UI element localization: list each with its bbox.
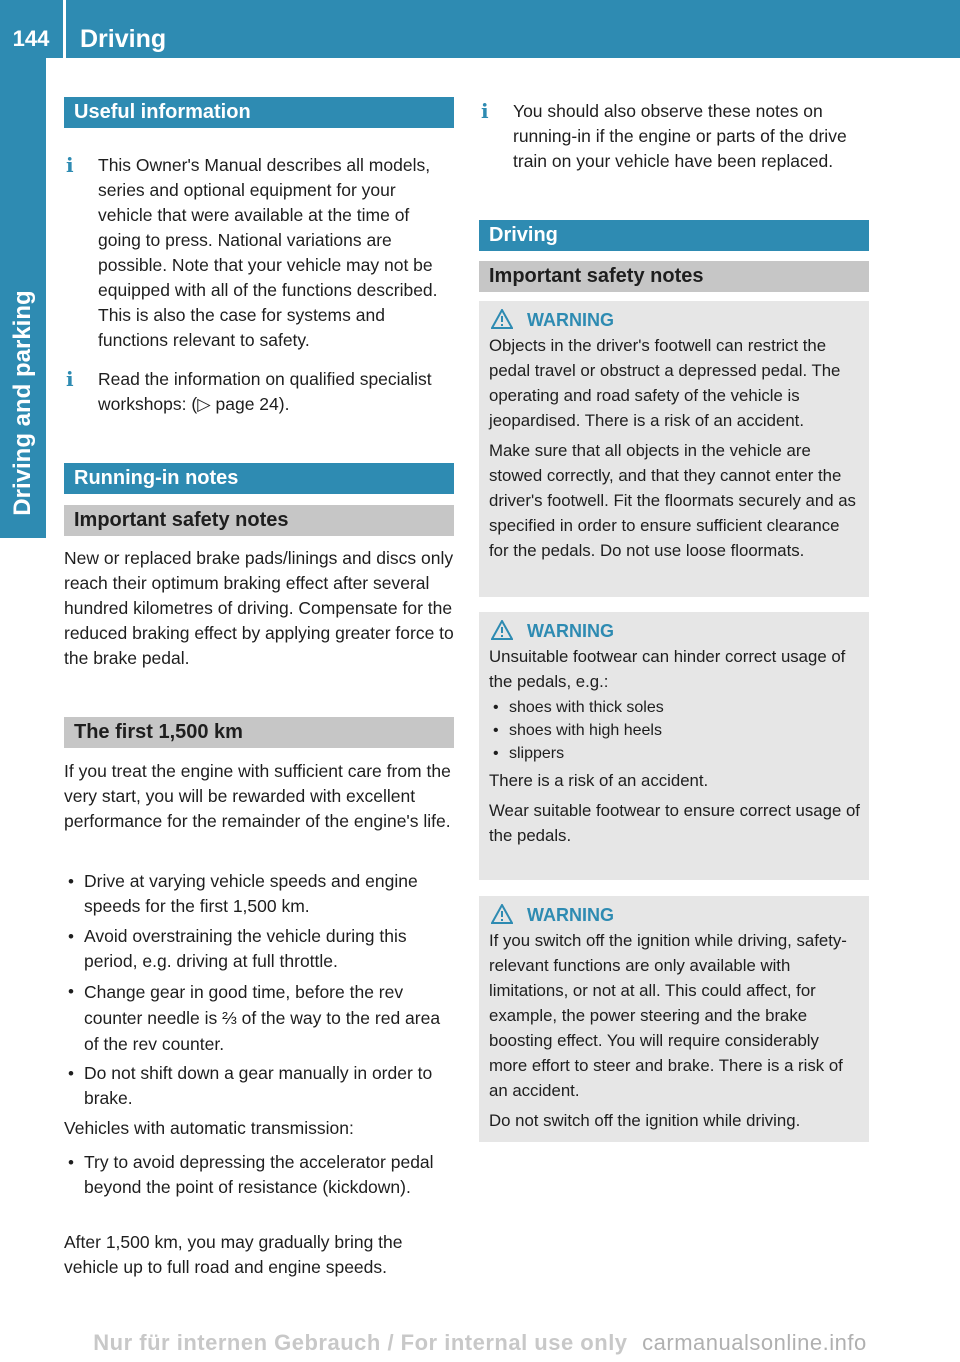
info-paragraph-manual: i This Owner's Manual describes all models, series and optional equipment for your vehicle that were available at the time of going to press. National variations are possible. Note that your vehicle may not be equipped with all of the functions described. This is also the case for systems and functions relevant to safety. [66,153,438,350]
warning-box-ignition [479,896,869,1142]
driving-safety-heading: Important safety notes [479,261,869,292]
warning-bullet: • shoes with high heels [493,722,662,739]
page-number: 144 [12,26,50,51]
warning-bullet: • shoes with thick soles [493,699,664,716]
warning-text: There is a risk of an accident. [489,771,709,790]
warning-header: WARNING [489,618,861,644]
header-divider [63,0,66,58]
warning-text: If you switch off the ignition while driving, safety-relevant functions are only available with limitations, or not at all. This could affect, for example, the power steering and the brake boosting effect. You will require considerably more effort to steer and brake. There is a risk of an accident. [489,931,847,1100]
warning-triangle-icon [491,904,513,924]
chapter-title: Driving [80,25,167,53]
automatic-transmission-text: Vehicles with automatic transmission: [64,1118,354,1138]
warning-header: WARNING [489,902,861,928]
warning-text: Objects in the driver's footwell can restrict the pedal travel or obstruct a depressed pedal. The operating and road safety of the vehicle is jeopardised. There is a risk of an accident. [489,336,841,430]
info-icon: i [481,99,489,123]
info-paragraph-workshops: i Read the information on qualified specialist workshops: (▷ page 24). [66,367,432,414]
warning-box-footwell [479,301,869,597]
safety-notes-heading: Important safety notes [64,505,454,536]
brake-pads-text: New or replaced brake pads/linings and discs only reach their optimum braking effect after several hundred kilometres of driving. Compensate for the reduced braking effect by applying greater force to the brake pedal. [64,548,454,668]
bullet-item: • Change gear in good time, before the rev counter needle is ⅔ of the way to the red area of the rev counter. [68,982,441,1054]
first-1500-intro: If you treat the engine with sufficient care from the very start, you will be rewarded with excellent performance for the remainder of the engine's life. [64,761,451,831]
warning-box-footwear [479,612,869,880]
info-paragraph-replaced: i You should also observe these notes on running-in if the engine or parts of the drive train on your vehicle have been replaced. [481,99,847,171]
bullet-item: • Try to avoid depressing the accelerator pedal beyond the point of resistance (kickdown). [68,1152,434,1197]
after-1500-text: After 1,500 km, you may gradually bring the vehicle up to full road and engine speeds. [64,1232,403,1277]
running-in-heading: Running-in notes [64,463,454,494]
bullet-item: • Avoid overstraining the vehicle during this period, e.g. driving at full throttle. [68,926,407,971]
warning-text: Do not switch off the ignition while driving. [489,1111,801,1130]
footer-site: carmanualsonline.info [642,1330,867,1355]
warning-text: Make sure that all objects in the vehicle are stowed correctly, and that they cannot enter the driver's footwell. Fit the floormats securely and as specified in order to ensure sufficient clearance for the pedals. Do not use loose floormats. [489,441,856,560]
warning-text: Wear suitable footwear to ensure correct usage of the pedals. [489,801,860,845]
driving-heading: Driving [479,220,869,251]
bullet-item: • Drive at varying vehicle speeds and engine speeds for the first 1,500 km. [68,871,418,916]
warning-triangle-icon [491,309,513,329]
warning-bullet: • slippers [493,745,565,762]
side-tab [0,58,46,538]
useful-info-heading: Useful information [64,97,454,128]
info-icon: i [66,367,74,391]
warning-triangle-icon [491,620,513,640]
side-tab-label: Driving and parking [9,290,36,516]
footer-watermark: Nur für internen Gebrauch / For internal use only carmanualsonline.info [93,1330,867,1355]
warning-header: WARNING [489,307,861,333]
warning-text: Unsuitable footwear can hinder correct usage of the pedals, e.g.: [489,647,846,691]
bullet-item: • Do not shift down a gear manually in order to brake. [68,1063,433,1108]
page-header [0,0,960,58]
info-icon: i [66,153,74,177]
first-1500-heading: The first 1,500 km [64,717,454,748]
